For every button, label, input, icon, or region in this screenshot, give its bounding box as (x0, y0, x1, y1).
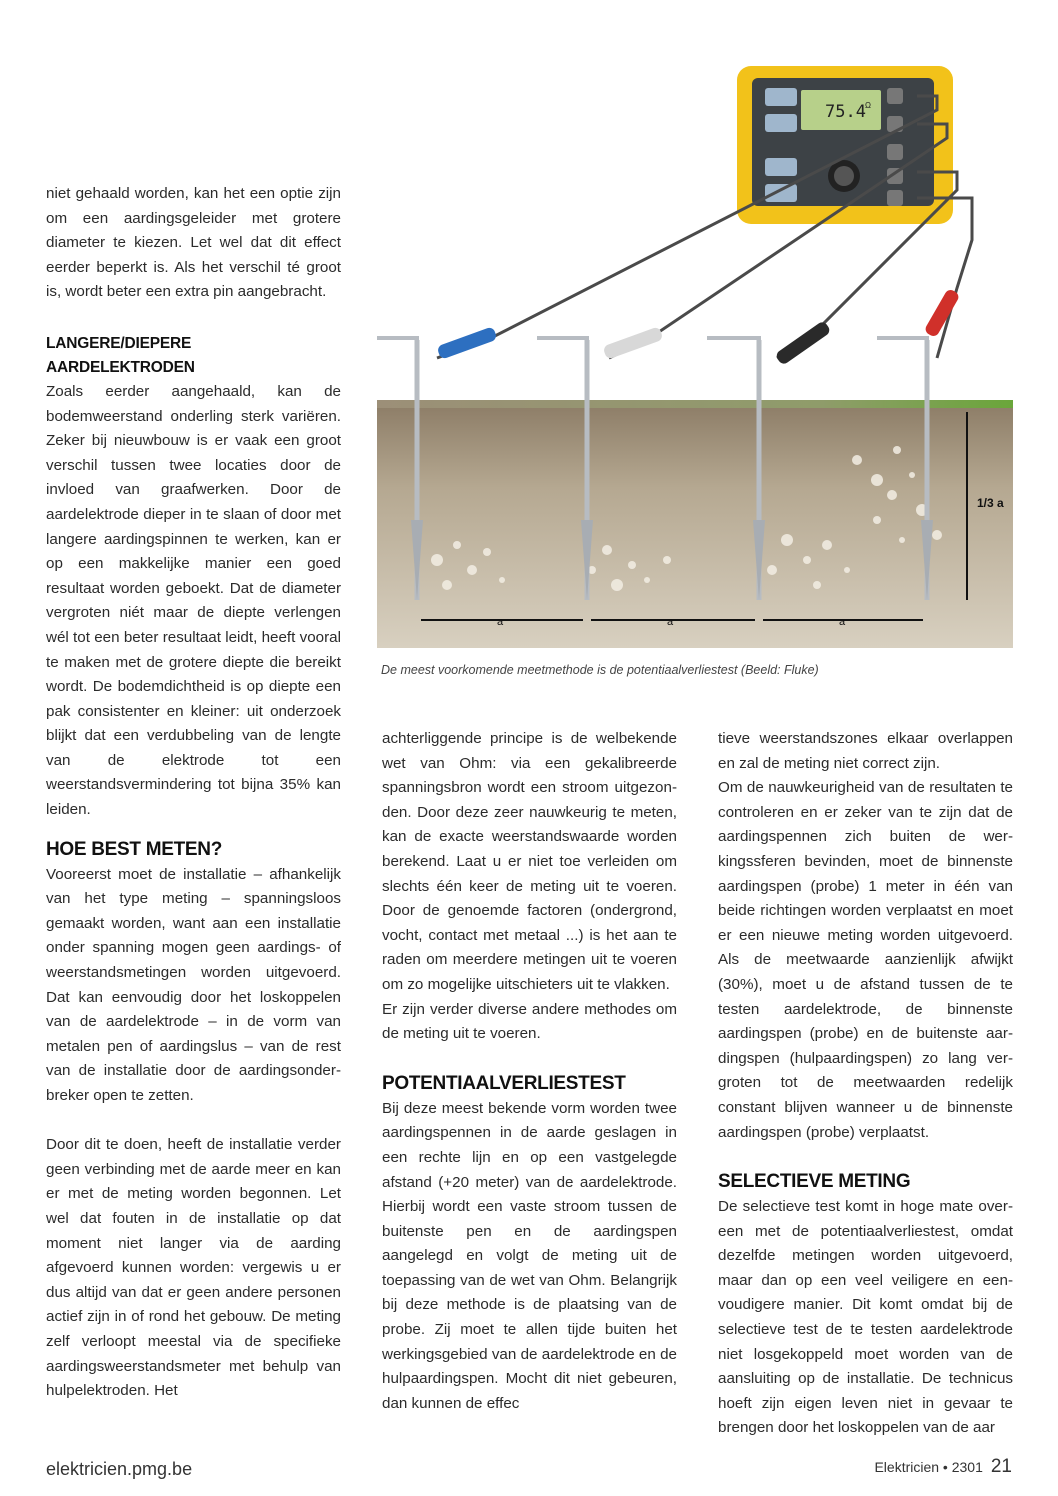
paragraph-langere: Zoals eerder aangehaald, kan de bodemweerstand onderling sterk variëren. Zeker bij nieuwbouw is er vaak een groot verschil tussen twee locaties door de invloed van graafwerken. Door de aardelektrode dieper in te slaan of door met langere aardingspinnen te werken, kan er op een makkelijke manier een goed resultaat worden geboekt. Dat de diameter vergroten niét maar de diepte verlengen wél tot een beter resultaat leidt, heeft vooral te maken met de grotere diepte die bereikt wordt. De bodemdichtheid is op diepte een pak consistenter en kleiner: uit onderzoek blijkt dat een verdubbeling van de lengte van de elektrode tot een weerstandsvermindering tot bijna 35% kan leiden. (46, 382, 341, 819)
paragraph-door: Door dit te doen, heeft de installatie verder geen verbinding met de aarde meer en kan er met de meting worden begonnen. Let wel dat fouten in de installatie op dat moment niet langer via de aarding afgevoerd kunnen worden: vergewis u er dus altijd van dat er geen andere personen actief zijn in of rond het gebouw. De meting zelf verloopt meestal via de specifieke aardingsweerstandsmeter met behulp van hulpelektroden. Het (46, 1136, 341, 1400)
display-unit: Ω (865, 101, 871, 110)
earth-tester-meter (737, 66, 953, 224)
heading-langere-aardelektroden: LANGERE/DIEPERE AARDELEKTRODEN (46, 334, 195, 376)
footer-website: elektricien.pmg.be (46, 1459, 193, 1479)
column-1 (46, 182, 341, 1404)
paragraph-selectieve: De selectieve test komt in hoge mate overeen met de potentiaalverliestest, omdat dezelfde metingen worden uitgevoerd, maar dan op een veel veiligere en eenvoudigere manier. Dit komt omdat bij de selectieve test de te testen aardelektrode niet losgekoppeld moet worden van de aansluiting op de installatie. De technicus hoeft zijn eigen leven niet in gevaar te brengen door het loskoppelen van de aar (718, 1198, 1013, 1437)
soil-layer (377, 402, 1013, 648)
page-number: 21 (990, 1456, 1012, 1477)
label-a-2: a (667, 616, 674, 628)
issue-label: Elektricien • 2301 (874, 1459, 983, 1475)
heading-selectieve-meting: SELECTIEVE METING (718, 1171, 911, 1193)
paragraph-intro: niet gehaald worden, kan het een optie zijn om een aardingsgeleider met grotere diameter te kiezen. Let wel dat dit effect eerder beperkt is. Als het verschil té groot is, wordt beter een extra pin aangebracht. (46, 185, 341, 301)
column-2 (382, 727, 677, 1416)
paragraph-tieve: tieve weerstandszones elkaar overlappen en zal de meting niet correct zijn. (718, 730, 1013, 772)
paragraph-methodes: Er zijn verder diverse andere methodes om de meting uit te voeren. (382, 1000, 677, 1043)
label-third-a: 1/3 a (977, 496, 1004, 510)
display-value: 75.4 (825, 102, 866, 122)
figure-caption: De meest voorkomende meetmethode is de potentiaalverliestest (Beeld: Fluke) (381, 663, 819, 677)
paragraph-ohm: achterliggende principe is de welbekende wet van Ohm: via een gekalibreerde spanningsbron wordt een stroom uitgezonden. Door deze zeer nauwkeurig te meten, kan de exacte weerstandswaarde worden berekend. Laat u er niet toe verleiden om slechts één keer de meting uit te voeren. Door de genoemde factoren (ondergrond, vocht, contact met metaal ...) is het aan te raden om meerdere metingen uit te voeren om zo mogelijke uitschieters uit te vlakken. (382, 730, 677, 993)
label-a-1: a (497, 616, 504, 628)
potentiaalverliestest-figure (377, 40, 1013, 648)
footer-issue (874, 1456, 1012, 1478)
heading-potentiaalverliestest: POTENTIAALVERLIESTEST (382, 1072, 626, 1094)
column-3 (718, 727, 1013, 1441)
paragraph-nauwkeurigheid: Om de nauwkeurigheid van de resultaten te controleren en er zeker van te zijn dat de aardingspennen zich buiten de werkingssferen bevinden, moet de binnenste aardingspen (probe) 1 meter in één van beide richtingen worden verplaatst en moet er een nieuwe meting worden uitgevoerd. Als de meetwaarde aanzienlijk afwijkt (30%), moet u de afstand tussen de te testen aardelektrode, de binnenste aardingspen (probe) en de buitenste aardingspen (hulpaardingspen) zo lang vergroten tot de meetwaarden redelijk constant blijven wanneer u de binnenste aardingspen (probe) verplaatst. (718, 779, 1013, 1141)
paragraph-hoe: Vooreerst moet de installatie – afhankelijk van het type meting – spanningsloos gemaakt worden, want aan een installatie onder spanning mogen geen aardings- of weerstandsmetingen worden uitgevoerd. Dat kan eenvoudig door het loskoppelen van de aardelektrode – in de vorm van metalen pen of aardingslus – van de rest van de installatie door de aardingsonderbreker open te zetten. (46, 865, 341, 1104)
heading-hoe-best-meten: HOE BEST METEN? (46, 838, 223, 860)
label-a-3: a (839, 616, 846, 628)
grass-line (377, 400, 1013, 408)
paragraph-potentiaal: Bij deze meest bekende vorm worden twee aardingspennen in de aarde geslagen in een rechte lijn en op een vastgelegde afstand (+20 meter) van de aardelektrode. Hierbij wordt een vaste stroom tussen de buitenste pen en de aardingspen aangelegd en volgt de meting uit de toepassing van de wet van Ohm. Belangrijk bij deze methode is de plaatsing van de probe. Zij moet te allen tijde buiten het werkingsgebied van de aardelektrode en de hulpaardingspen. Mocht dit niet gebeuren, dan kunnen de effec (382, 1099, 677, 1412)
